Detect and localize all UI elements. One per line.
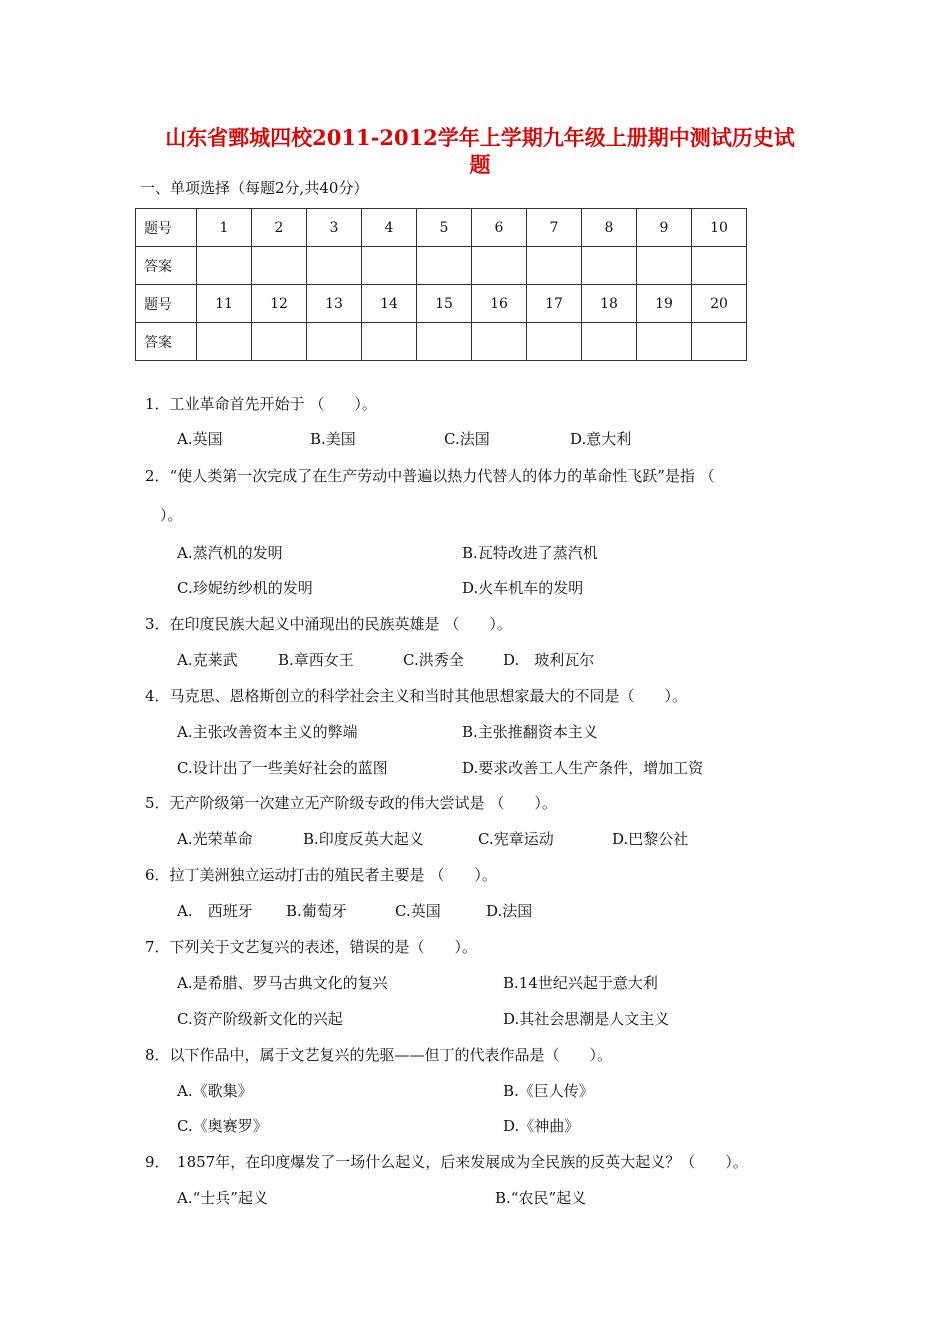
answer-cell[interactable] bbox=[637, 323, 692, 361]
question-3-option-b: B.章西女王 bbox=[278, 651, 354, 669]
question-number-cell: 12 bbox=[252, 285, 307, 323]
exam-title bbox=[140, 124, 820, 178]
question-9-option-a: A.“士兵”起义 bbox=[177, 1189, 268, 1207]
question-8-option-c: C.《奥赛罗》 bbox=[177, 1117, 268, 1135]
question-4-option-c: C.设计出了一些美好社会的蓝图 bbox=[177, 759, 388, 777]
question-2-option-d: D.火车机车的发明 bbox=[462, 579, 584, 597]
answer-cell[interactable] bbox=[472, 323, 527, 361]
question-7-option-c: C.资产阶级新文化的兴起 bbox=[177, 1010, 343, 1028]
question-3-option-a: A.克莱武 bbox=[177, 651, 238, 669]
question-number-cell: 2 bbox=[252, 209, 307, 247]
question-2-option-c: C.珍妮纺纱机的发明 bbox=[177, 579, 313, 597]
row-label-answer: 答案 bbox=[136, 323, 197, 361]
question-number-cell: 8 bbox=[582, 209, 637, 247]
question-number-cell: 4 bbox=[362, 209, 417, 247]
answer-cell[interactable] bbox=[527, 247, 582, 285]
question-7-option-a: A.是希腊、罗马古典文化的复兴 bbox=[177, 974, 388, 992]
question-9-stem: 9． 1857年，在印度爆发了一场什么起义，后来发展成为全民族的反英大起义？（ ）。 bbox=[145, 1153, 748, 1171]
question-1-option-d: D.意大利 bbox=[570, 430, 632, 448]
answer-table bbox=[135, 208, 747, 361]
question-8-option-b: B.《巨人传》 bbox=[503, 1082, 594, 1100]
title-line-2: 题 bbox=[469, 152, 491, 177]
question-number-cell: 14 bbox=[362, 285, 417, 323]
answer-cell[interactable] bbox=[417, 323, 472, 361]
question-1-stem: 1．工业革命首先开始于 （ ）。 bbox=[145, 395, 377, 413]
question-number-cell: 3 bbox=[307, 209, 362, 247]
section-header: 一、单项选择（每题2分,共40分） bbox=[140, 179, 369, 197]
question-2-option-b: B.瓦特改进了蒸汽机 bbox=[462, 544, 598, 562]
question-number-cell: 13 bbox=[307, 285, 362, 323]
question-number-cell: 1 bbox=[197, 209, 252, 247]
question-number-cell: 9 bbox=[637, 209, 692, 247]
question-5-option-b: B.印度反英大起义 bbox=[303, 830, 424, 848]
answer-cell[interactable] bbox=[197, 323, 252, 361]
row-label-answer: 答案 bbox=[136, 247, 197, 285]
answer-cell[interactable] bbox=[527, 323, 582, 361]
answer-cell[interactable] bbox=[362, 323, 417, 361]
question-4-option-b: B.主张推翻资本主义 bbox=[462, 723, 598, 741]
question-1-option-b: B.美国 bbox=[310, 430, 356, 448]
question-number-cell: 11 bbox=[197, 285, 252, 323]
question-7-option-d: D.其社会思潮是人文主义 bbox=[503, 1010, 670, 1028]
answer-cell[interactable] bbox=[197, 247, 252, 285]
question-4-stem: 4．马克思、恩格斯创立的科学社会主义和当时其他思想家最大的不同是（ ）。 bbox=[145, 687, 688, 705]
question-number-cell: 5 bbox=[417, 209, 472, 247]
answer-cell[interactable] bbox=[692, 323, 747, 361]
question-number-cell: 18 bbox=[582, 285, 637, 323]
title-line-1: 山东省鄄城四校2011-2012学年上学期九年级上册期中测试历史试 bbox=[165, 125, 795, 150]
question-8-option-d: D.《神曲》 bbox=[503, 1117, 580, 1135]
question-6-option-a: A. 西班牙 bbox=[177, 902, 253, 920]
answer-cell[interactable] bbox=[472, 247, 527, 285]
question-6-option-b: B.葡萄牙 bbox=[286, 902, 347, 920]
question-3-stem: 3．在印度民族大起义中涌现出的民族英雄是 （ ）。 bbox=[145, 615, 512, 633]
question-2-stem: 2．“使人类第一次完成了在生产劳动中普遍以热力代替人的体力的革命性飞跃”是指 （ bbox=[145, 467, 715, 485]
question-5-stem: 5．无产阶级第一次建立无产阶级专政的伟大尝试是 （ ）。 bbox=[145, 794, 557, 812]
question-9-option-b: B.“农民”起义 bbox=[495, 1189, 587, 1207]
answer-cell[interactable] bbox=[252, 247, 307, 285]
question-number-cell: 7 bbox=[527, 209, 582, 247]
question-number-cell: 10 bbox=[692, 209, 747, 247]
question-6-option-d: D.法国 bbox=[486, 902, 533, 920]
question-1-option-c: C.法国 bbox=[444, 430, 490, 448]
table-row bbox=[136, 323, 747, 361]
table-row bbox=[136, 285, 747, 323]
table-row bbox=[136, 209, 747, 247]
question-7-option-b: B.14世纪兴起于意大利 bbox=[503, 974, 658, 992]
question-7-stem: 7．下列关于文艺复兴的表述，错误的是（ ）。 bbox=[145, 938, 478, 956]
question-number-cell: 16 bbox=[472, 285, 527, 323]
answer-cell[interactable] bbox=[307, 247, 362, 285]
answer-cell[interactable] bbox=[362, 247, 417, 285]
question-6-option-c: C.英国 bbox=[395, 902, 441, 920]
question-8-stem: 8．以下作品中，属于文艺复兴的先驱——但丁的代表作品是（ ）。 bbox=[145, 1046, 613, 1064]
answer-cell[interactable] bbox=[582, 323, 637, 361]
question-5-option-a: A.光荣革命 bbox=[177, 830, 253, 848]
table-row bbox=[136, 247, 747, 285]
question-4-option-a: A.主张改善资本主义的弊端 bbox=[177, 723, 358, 741]
question-4-option-d: D.要求改善工人生产条件，增加工资 bbox=[462, 759, 704, 777]
question-number-cell: 19 bbox=[637, 285, 692, 323]
question-3-option-c: C.洪秀全 bbox=[403, 651, 464, 669]
answer-cell[interactable] bbox=[582, 247, 637, 285]
answer-cell[interactable] bbox=[417, 247, 472, 285]
question-number-cell: 6 bbox=[472, 209, 527, 247]
row-label-number: 题号 bbox=[136, 285, 197, 323]
question-number-cell: 20 bbox=[692, 285, 747, 323]
question-number-cell: 17 bbox=[527, 285, 582, 323]
question-5-option-d: D.巴黎公社 bbox=[612, 830, 689, 848]
question-6-stem: 6．拉丁美洲独立运动打击的殖民者主要是 （ ）。 bbox=[145, 866, 497, 884]
answer-cell[interactable] bbox=[307, 323, 362, 361]
question-5-option-c: C.宪章运动 bbox=[478, 830, 554, 848]
question-3-option-d: D. 玻利瓦尔 bbox=[503, 651, 595, 669]
answer-cell[interactable] bbox=[692, 247, 747, 285]
answer-cell[interactable] bbox=[252, 323, 307, 361]
row-label-number: 题号 bbox=[136, 209, 197, 247]
question-8-option-a: A.《歌集》 bbox=[177, 1082, 253, 1100]
question-2-stem-continued: ）。 bbox=[160, 506, 183, 524]
question-2-option-a: A.蒸汽机的发明 bbox=[177, 544, 283, 562]
answer-cell[interactable] bbox=[637, 247, 692, 285]
question-number-cell: 15 bbox=[417, 285, 472, 323]
question-1-option-a: A.英国 bbox=[177, 430, 223, 448]
